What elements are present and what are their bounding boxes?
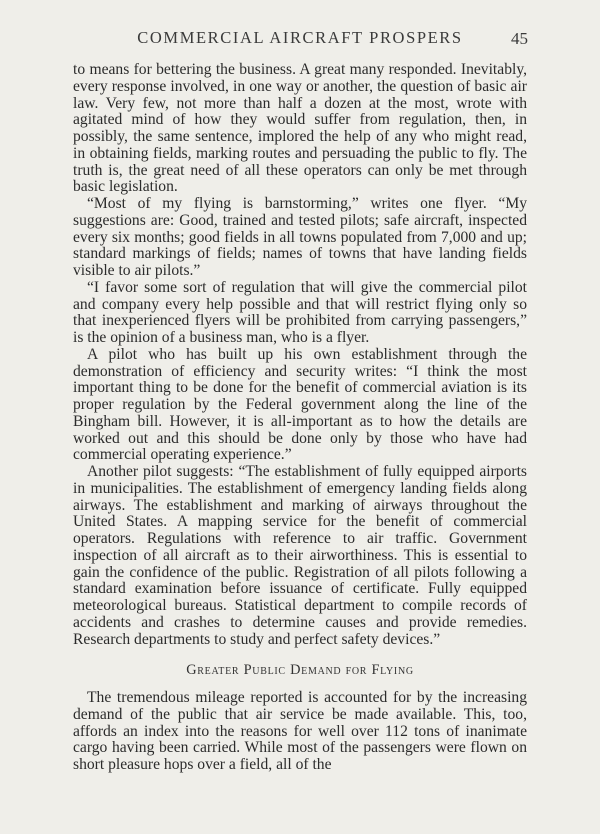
paragraph-pilot-suggestions: Another pilot suggests: “The establishment of fully equipped airports in municipalities. The establishment of emergency landing fields along airways. The establishment and marking of airways throughout the United States. A mapping service for the benefit of commercial operators. Regulations with reference to air traffic. Government inspection of all aircraft as to their airworthiness. This is essential to gain the confidence of the public. Registration of all pilots following a standard examination before issuance of certificate. Fully equipped meteorological bureaus. Statistical department to compile records of accidents and crashes to determine causes and provide remedies. Research departments to study and perfect safety devices.” — [73, 463, 527, 648]
paragraph-continued: to means for bettering the business. A great many responded. Inevitably, every response involved, in one way or another, the question of basic air law. Very few, not more than half a dozen at the most, wrote with agitated mind of how they would suffer from regulation, then, in possibly, the same sentence, implored the help of any who might read, in obtaining fields, marking routes and persuading the public to fly. The truth is, the great need of all these operators can only be met through basic legislation. — [73, 61, 527, 196]
page-number: 45 — [511, 29, 528, 48]
running-head — [0, 28, 600, 50]
section-heading: Greater Public Demand for Flying — [186, 662, 414, 679]
body-text — [73, 62, 527, 774]
paragraph-barnstorming-quote: “Most of my flying is barnstorming,” writes one flyer. “My suggestions are: Good, trained and tested pilots; safe aircraft, inspected every six months; good fields in all towns populated from 7,000 and up; standard markings of fields; names of towns that have landing fields visible to air pilots.” — [73, 195, 527, 279]
paragraph-pilot-establishment: A pilot who has built up his own establishment through the demonstration of efficiency and security writes: “I think the most important thing to be done for the benefit of commercial aviation is its proper regulation by the Federal government along the line of the Bingham bill. However, it is all-important as to how the details are worked out and this should be done only by those who have had commercial operating experience.” — [73, 345, 527, 464]
running-title: COMMERCIAL AIRCRAFT PROSPERS — [137, 28, 463, 47]
paragraph-public-demand: The tremendous mileage reported is accounted for by the increasing demand of the public that air service be made available. This, too, affords an index into the reasons for well over 112 tons of inanimate cargo having been carried. While most of the passengers were flown on short pleasure hops over a field, all of the — [73, 689, 527, 773]
paragraph-business-man-quote: “I favor some sort of regulation that will give the commercial pilot and company every help possible and that will restrict flying only so that inexperienced flyers will be prohibited from carrying passengers,” is the opinion of a business man, who is a flyer. — [73, 278, 527, 346]
